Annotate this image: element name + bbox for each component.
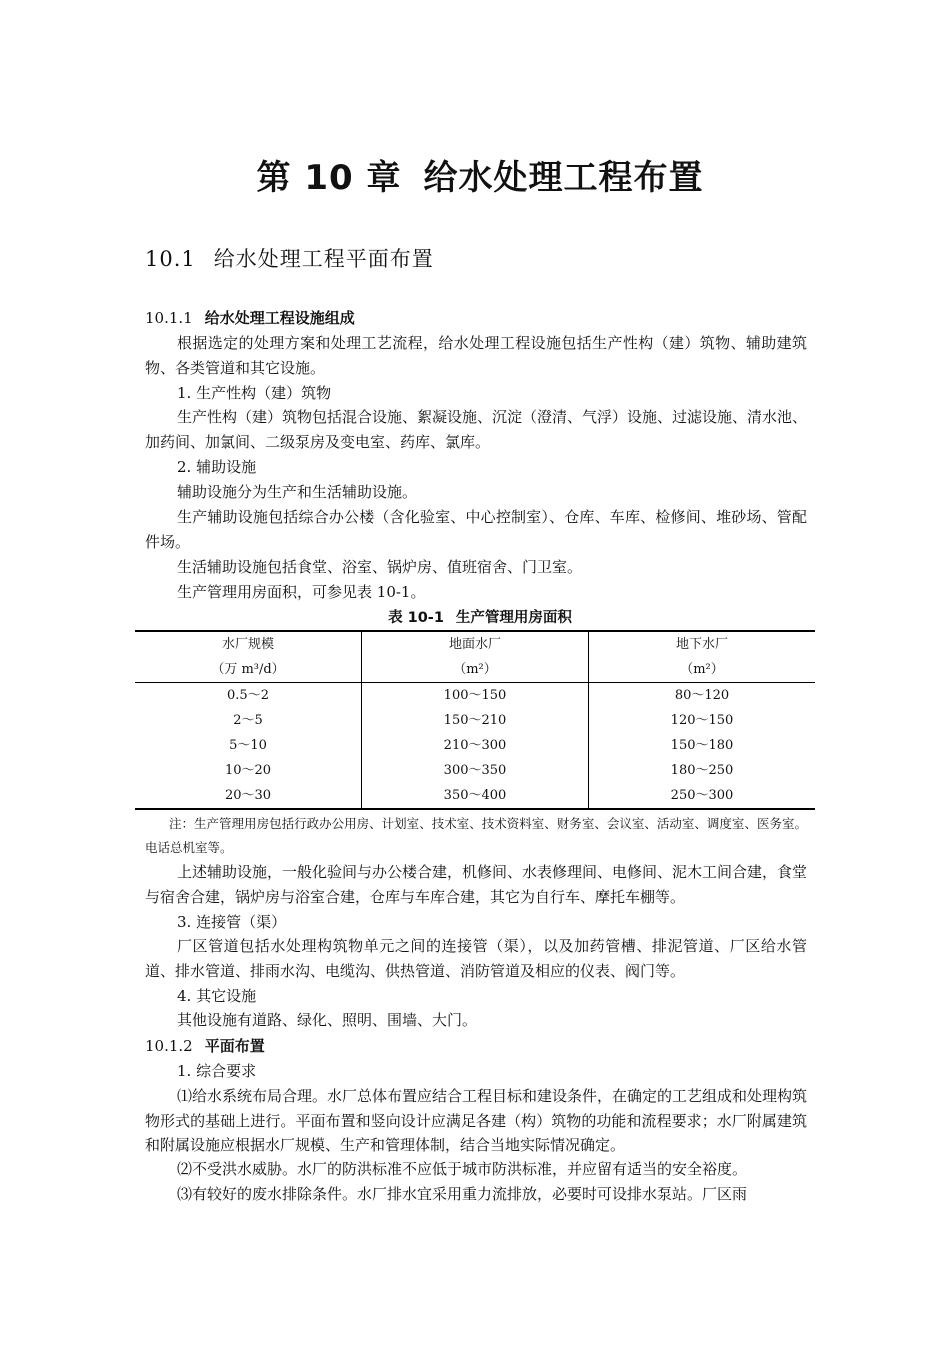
list-item-heading: 1. 生产性构（建）筑物 <box>177 384 332 402</box>
column-unit: （万 m³/d） <box>135 657 362 683</box>
paragraph: ⑵不受洪水威胁。水厂的防洪标准不应低于城市防洪标准，并应留有适当的安全裕度。 <box>177 1160 748 1178</box>
subsection-title-2 <box>145 1035 265 1056</box>
table-row <box>135 683 815 709</box>
table-row <box>135 733 815 758</box>
table-cell: 350～400 <box>362 783 589 809</box>
list-item-heading: 2. 辅助设施 <box>177 458 257 476</box>
paragraph: 上述辅助设施，一般化验间与办公楼合建，机修间、水表修理间、电修间、泥木工间合建，食堂与宿舍合建，锅炉房与浴室合建，仓库与车库合建，其它为自行车、摩托车棚等。 <box>145 863 808 906</box>
list-item-heading: 3. 连接管（渠） <box>177 913 287 931</box>
table-cell: 150～180 <box>670 738 734 753</box>
table-unit-row <box>135 657 815 683</box>
paragraph: 辅助设施分为生产和生活辅助设施。 <box>177 483 418 501</box>
subsection-name: 平面布置 <box>204 1037 265 1055</box>
section-title <box>145 243 434 273</box>
table-cell: 2～5 <box>135 708 362 733</box>
table-cell: 120～150 <box>670 713 734 728</box>
column-header: 地下水厂 <box>589 631 816 657</box>
table-cell: 300～350 <box>362 758 589 783</box>
table-cell: 250～300 <box>589 783 816 809</box>
paragraph-intro: 根据选定的处理方案和处理工艺流程，给水处理工程设施包括生产性构（建）筑物、辅助建筑物、各类管道和其它设施。 <box>145 334 807 377</box>
table-cell: 150～210 <box>362 708 589 733</box>
table-cell: 10～20 <box>135 758 362 783</box>
table-cell: 100～150 <box>362 683 589 709</box>
column-unit: （m²） <box>589 657 816 683</box>
table-cell: 80～120 <box>674 688 730 703</box>
paragraph: 其他设施有道路、绿化、照明、围墙、大门。 <box>177 1011 478 1029</box>
paragraph: 生活辅助设施包括食堂、浴室、锅炉房、值班宿舍、门卫室。 <box>177 558 583 576</box>
table-number: 表 10-1 <box>388 610 444 626</box>
paragraph: 生产辅助设施包括综合办公楼（含化验室、中心控制室）、仓库、车库、检修间、堆砂场、管配件场。 <box>145 508 807 551</box>
section-name: 给水处理工程平面布置 <box>213 247 434 271</box>
subsection-number: 10.1.2 <box>145 1037 193 1055</box>
table-row <box>135 783 815 809</box>
table-cell: 210～300 <box>362 733 589 758</box>
subsection-name: 给水处理工程设施组成 <box>204 309 355 327</box>
table-title: 生产管理用房面积 <box>455 610 572 626</box>
column-header: 地面水厂 <box>362 631 589 657</box>
column-header: 水厂规模 <box>135 631 362 657</box>
table-cell: 5～10 <box>135 733 362 758</box>
area-table <box>135 630 815 810</box>
table-row <box>135 708 815 733</box>
chapter-name: 给水处理工程布置 <box>423 158 704 198</box>
chapter-title <box>145 150 815 199</box>
list-item-heading: 1. 综合要求 <box>177 1062 257 1080</box>
table-row <box>135 758 815 783</box>
section-number: 10.1 <box>145 247 196 271</box>
paragraph: 生产管理用房面积，可参见表 10-1。 <box>177 583 426 601</box>
table-header-row <box>135 631 815 657</box>
chapter-number: 第 10 章 <box>256 158 402 198</box>
table-note: 注：生产管理用房包括行政办公用房、计划室、技术室、技术资料室、财务室、会议室、活动室、调度室、医务室。电话总机室等。 <box>145 816 807 855</box>
table-cell: 20～30 <box>135 783 362 809</box>
subsection-number: 10.1.1 <box>145 309 193 327</box>
paragraph: 生产性构（建）筑物包括混合设施、絮凝设施、沉淀（澄清、气浮）设施、过滤设施、清水池、加药间、加氯间、二级泵房及变电室、药库、氯库。 <box>145 408 808 451</box>
paragraph: ⑶有较好的废水排除条件。水厂排水宜采用重力流排放，必要时可设排水泵站。厂区雨 <box>177 1185 748 1203</box>
table-cell: 180～250 <box>670 763 734 778</box>
subsection-title-1 <box>145 307 355 328</box>
column-unit: （m²） <box>362 657 589 683</box>
table-cell: 0.5～2 <box>135 683 362 709</box>
paragraph: ⑴给水系统布局合理。水厂总体布置应结合工程目标和建设条件，在确定的工艺组成和处理构筑物形式的基础上进行。平面布置和竖向设计应满足各建（构）筑物的功能和流程要求；水厂附属建筑和附属设施应根据水厂规模、生产和管理体制，结合当地实际情况确定。 <box>145 1087 808 1154</box>
paragraph: 厂区管道包括水处理构筑物单元之间的连接管（渠），以及加药管槽、排泥管道、厂区给水管道、排水管道、排雨水沟、电缆沟、供热管道、消防管道及相应的仪表、阀门等。 <box>145 937 807 980</box>
list-item-heading: 4. 其它设施 <box>177 987 257 1005</box>
table-caption <box>145 606 815 627</box>
